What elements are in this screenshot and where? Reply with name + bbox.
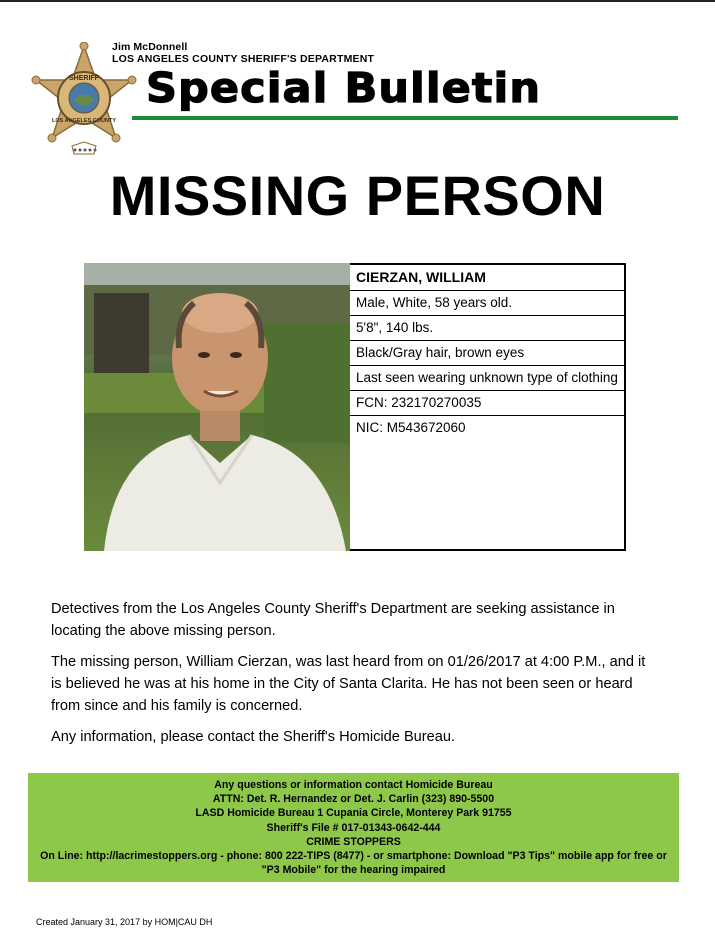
person-hair-eyes: Black/Gray hair, brown eyes: [350, 341, 626, 366]
person-nic: NIC: M543672060: [356, 420, 466, 435]
person-details: [350, 263, 626, 551]
page-title: MISSING PERSON: [109, 164, 606, 227]
bulletin-underline: [132, 116, 678, 120]
crime-stoppers-line: On Line: http://lacrimestoppers.org - phone: 800 222-TIPS (8477) - or smartphone: Download "P3 Tips" mobile app for free or "P3 Mobile" for the hearing impaired: [40, 850, 667, 877]
sheriff-name: Jim McDonnell: [112, 41, 188, 53]
contact-line: CRIME STOPPERS: [306, 835, 401, 848]
person-height-weight: 5'8", 140 lbs.: [350, 316, 626, 341]
bulletin-title: Special Bulletin: [146, 64, 542, 112]
contact-line: LASD Homicide Bureau 1 Cupania Circle, Monterey Park 91755: [195, 807, 512, 820]
body-paragraph: The missing person, William Cierzan, was last heard from on 01/26/2017 at 4:00 P.M., and it is believed he was at his home in the City of Santa Clarita. He has not been seen or heard from since and his family is concerned.: [51, 654, 646, 714]
top-border: [0, 0, 715, 2]
body-paragraph: Detectives from the Los Angeles County Sheriff's Department are seeking assistance in locating the above missing person.: [51, 601, 615, 639]
contact-line: ATTN: Det. R. Hernandez or Det. J. Carlin (323) 890-5500: [212, 793, 495, 806]
contact-info-box: [28, 773, 679, 882]
person-clothing: Last seen wearing unknown type of clothing: [350, 366, 626, 391]
person-demographics: Male, White, 58 years old.: [350, 291, 626, 316]
body-paragraph: Any information, please contact the Sheriff's Homicide Bureau.: [51, 729, 456, 745]
svg-text:LOS ANGELES COUNTY: LOS ANGELES COUNTY: [52, 118, 116, 124]
contact-line: Sheriff's File # 017-01343-0642-444: [266, 821, 441, 834]
department-name: LOS ANGELES COUNTY SHERIFF'S DEPARTMENT: [112, 53, 375, 65]
bulletin-body: [51, 598, 651, 757]
person-name: CIERZAN, WILLIAM: [350, 263, 626, 291]
person-fcn: FCN: 232170270035: [350, 391, 626, 416]
svg-text:SHERIFF: SHERIFF: [69, 75, 99, 82]
contact-line: Any questions or information contact Homicide Bureau: [214, 779, 493, 791]
portrait-photo: [84, 263, 350, 551]
created-footer: Created January 31, 2017 by HOM|CAU DH: [36, 917, 213, 927]
